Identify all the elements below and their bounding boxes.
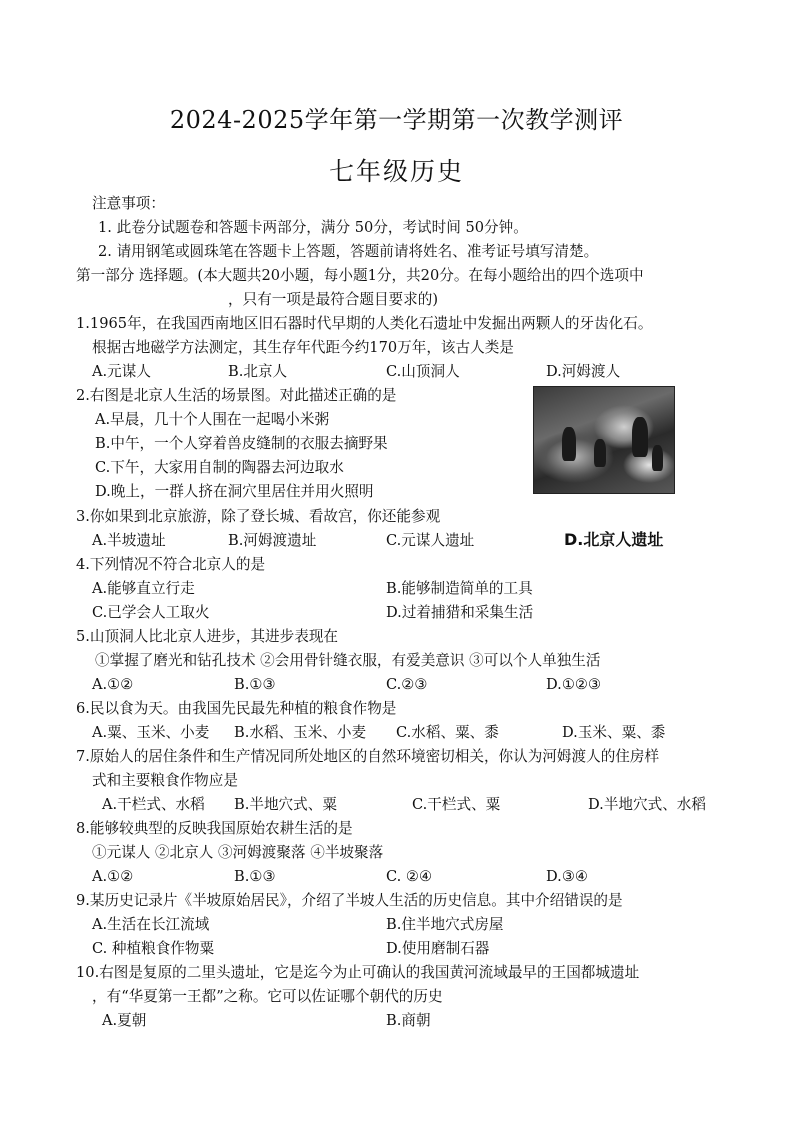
note-item-2: 2. 请用钢笔或圆珠笔在答题卡上答题，答题前请将姓名、准考证号填写清楚。 <box>98 243 599 260</box>
q6-stem: 6.民以食为天。由我国先民最先种植的粮食作物是 <box>76 700 397 717</box>
exam-subject: 七年级历史 <box>328 157 464 186</box>
q9-stem: 9.某历史记录片《半坡原始居民》，介绍了半坡人生活的历史信息。其中介绍错误的是 <box>76 892 623 909</box>
q8-option-d: D.③④ <box>546 868 588 885</box>
q4-option-b: B.能够制造简单的工具 <box>386 580 533 597</box>
q8-option-a: A.①② <box>92 868 134 885</box>
q3-option-b: B.河姆渡遗址 <box>228 532 317 549</box>
q9-option-b: B.住半地穴式房屋 <box>386 916 504 933</box>
q8-stem: 8.能够较典型的反映我国原始农耕生活的是 <box>76 820 353 837</box>
peking-man-scene-image <box>533 386 675 494</box>
q3-option-a: A.半坡遗址 <box>92 532 166 549</box>
q5-stem: 5.山顶洞人比北京人进步，其进步表现在 <box>76 628 339 645</box>
q8-option-c: C. ②④ <box>386 868 433 885</box>
q4-stem: 4.下列情况不符合北京人的是 <box>76 556 266 573</box>
q7-option-d: D.半地穴式、水稻 <box>588 796 706 813</box>
q1-option-b: B.北京人 <box>228 363 288 380</box>
q1-stem: 1.1965年，在我国西南地区旧石器时代早期的人类化石遗址中发掘出两颗人的牙齿化石。 <box>76 315 653 332</box>
q7-option-b: B.半地穴式、粟 <box>234 796 337 813</box>
note-item-1: 1. 此卷分试题卷和答题卡两部分，满分 50分，考试时间 50分钟。 <box>98 219 528 236</box>
q6-option-b: B.水稻、玉米、小麦 <box>234 724 367 741</box>
q3-option-d: D.北京人遗址 <box>564 530 664 549</box>
q9-option-a: A.生活在长江流域 <box>92 916 210 933</box>
q10-stem: 10.右图是复原的二里头遗址，它是迄今为止可确认的我国黄河流域最早的王国都城遗址 <box>76 964 640 981</box>
q4-option-c: C.已学会人工取火 <box>92 604 210 621</box>
q8-option-b: B.①③ <box>234 868 276 885</box>
q4-option-d: D.过着捕猎和采集生活 <box>386 604 534 621</box>
q9-option-c: C. 种植粮食作物粟 <box>92 940 215 957</box>
section-heading-cont: ，只有一项是最符合题目要求的) <box>228 291 439 308</box>
q1-option-d: D.河姆渡人 <box>546 363 621 380</box>
q2-option-a: A.早晨，几十个人围在一起喝小米粥 <box>95 411 330 428</box>
exam-title: 2024-2025学年第一学期第一次教学测评 <box>169 106 624 134</box>
q10-option-b: B.商朝 <box>386 1012 431 1029</box>
q6-option-c: C.水稻、粟、黍 <box>396 724 499 741</box>
notes-label: 注意事项： <box>92 195 165 212</box>
q5-option-d: D.①②③ <box>546 676 602 693</box>
q2-option-d: D.晚上，一群人挤在洞穴里居住并用火照明 <box>95 483 374 500</box>
q2-option-b: B.中午，一个人穿着兽皮缝制的衣服去摘野果 <box>95 435 388 452</box>
q10-stem-cont: ，有“华夏第一王都”之称。它可以佐证哪个朝代的历史 <box>92 988 443 1005</box>
q6-option-d: D.玉米、粟、黍 <box>562 724 666 741</box>
q2-stem: 2.右图是北京人生活的场景图。对此描述正确的是 <box>76 387 397 404</box>
q6-option-a: A.粟、玉米、小麦 <box>92 724 210 741</box>
q1-stem-cont: 根据古地磁学方法测定，其生存年代距今约170万年，该古人类是 <box>92 339 514 356</box>
q7-option-c: C.干栏式、粟 <box>412 796 501 813</box>
q5-option-c: C.②③ <box>386 676 428 693</box>
q3-stem: 3.你如果到北京旅游，除了登长城、看故宫，你还能参观 <box>76 508 441 525</box>
q5-option-b: B.①③ <box>234 676 276 693</box>
q9-option-d: D.使用磨制石器 <box>386 940 490 957</box>
q1-option-a: A.元谋人 <box>92 363 151 380</box>
q5-option-a: A.①② <box>92 676 134 693</box>
q3-option-c: C.元谋人遗址 <box>386 532 475 549</box>
q5-stem-choices: ①掌握了磨光和钻孔技术 ②会用骨针缝衣服，有爱美意识 ③可以个人单独生活 <box>95 652 601 669</box>
q7-stem: 7.原始人的居住条件和生产情况同所处地区的自然环境密切相关，你认为河姆渡人的住房样 <box>76 748 660 765</box>
q2-option-c: C.下午，大家用自制的陶器去河边取水 <box>95 459 344 476</box>
q1-option-c: C.山顶洞人 <box>386 363 460 380</box>
q7-option-a: A.干栏式、水稻 <box>102 796 205 813</box>
section-heading: 第一部分 选择题。(本大题共20小题，每小题1分，共20分。在每小题给出的四个选项中 <box>76 267 644 284</box>
q4-option-a: A.能够直立行走 <box>92 580 195 597</box>
q10-option-a: A.夏朝 <box>102 1012 147 1029</box>
q7-stem-cont: 式和主要粮食作物应是 <box>92 772 238 789</box>
q8-stem-choices: ①元谋人 ②北京人 ③河姆渡聚落 ④半坡聚落 <box>92 844 384 861</box>
